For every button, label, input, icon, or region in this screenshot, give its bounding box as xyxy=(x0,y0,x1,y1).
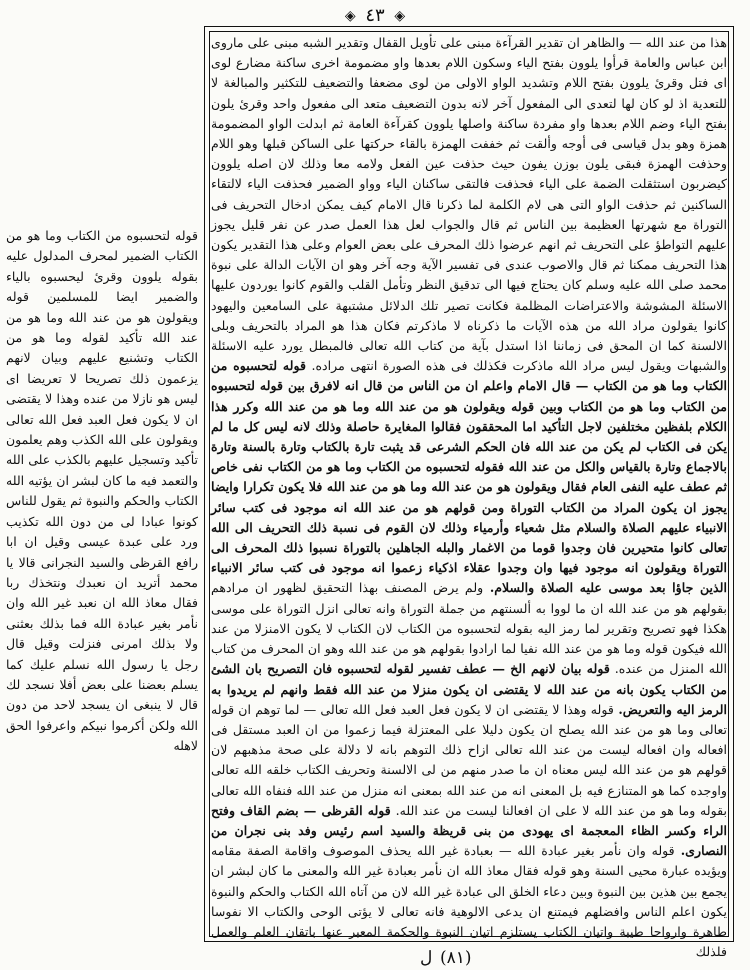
side-gloss: قوله لتحسبوه من الكتاب وما هو من الكتاب الضمير لمحرف المدلول عليه بقوله يلوون وقرئ ليحسبوه بالياء والضمير ايضا للمسلمين قوله ويقولون هو من عند الله وما هو من عند الله تأكيد لقوله وما هو من الكتاب وتشنيع عليهم وبيان لانهم يزعمون ذلك تصريحا لا تعريضا اى ليس هو نازلا من عنده وهذا لا يقتضى ان لا يكون فعل العبد فعل الله تعالى ويقولون على الله الكذب وهم يعلمون تأكيد وتسجيل عليهم بالكذب على الله والتعمد فيه ما كان لبشر ان يؤتيه الله الكتاب والحكم والنبوة ثم يقول للناس كونوا عبادا لى من دون الله تكذيب ورد على عبدة عيسى وقيل ان ابا رافع القرظى والسيد النجرانى قالا يا محمد أتريد ان نعبدك ونتخذك ربا فقال معاذ الله ان نعبد غير الله وان نأمر بغير عبادة الله فما بذلك بعثنى ولا بذلك امرنى فنزلت وقيل قال رجل يا رسول الله نسلم عليك كما يسلم بعضنا على بعض أفلا نسجد لك قال لا ينبغى ان يسجد لاحد من دون الله ولكن أكرموا نبيكم واعرفوا الحق لاهله xyxy=(6,228,198,754)
paragraph: هذا من عند الله — والظاهر ان تقدير القرآءة مبنى على تأويل القفال وتقدير الشبه مبنى على ماروى ابن عباس والعامة قرأوا يلوون بفتح الياء وسكون اللام بعدها واو مضمومة اخرى ساكنة مضارع لوى اى فتل وقرئ يلوون بفتح اللام وتشديد الواو الاولى من لوى مضعفا والتضعيف للتكثير والمبالغة لا للتعدية اذ لو كان لها لتعدى الى المفعول آخر لانه بدون التضعيف متعد الى مفعول واحد وقرئ يلون بفتح الياء وضم اللام بعدها واو مفردة ساكنة واصلها يلوون كقرآءة العامة ثم ابدلت الواو المضمومة همزة وهو بدل قياسى فى أوجه وألقت ثم خففت الهمزة بالقاء حركتها على الساكن قبلها وهو اللام وحذفت الهمزة فبقى يلون بوزن يفون حيث حذفت عين الفعل ولامه معا وذلك لان اصله يلوون كيضربون استثقلت الضمة على الياء فحذفت فالتقى ساكنان الياء وواو الضمير فحذفت الياء لالتقاء الساكنين ثم حذفت الواو التى هى لام الكلمة لما ذكرنا قال الامام كيف يمكن ادخال التحريف فى التوراة مع شهرتها العظيمة بين الناس ثم قال والجواب لعل هذا العمل صدر عن نفر قليل يجوز عليهم التواطؤ على التحريف ثم انهم عرضوا ذلك المحرف على بعض العوام وعلى هذا التقدير يكون هذا التحريف ممكنا ثم قال والاصوب عندى فى تفسير الآية وجه آخر وهو ان الآيات الدالة على نبوة محمد صلى الله عليه وسلم كان يحتاج فيها الى تدقيق النظر وتأمل القلب والقوم كانوا يوردون عليها الاسئلة المشوشة والاعتراضات المظلمة فكانت تصير تلك الدلائل مشتبهة على السامعين واليهود كانوا يقولون مراد الله من هذه الآيات ما ذكرناه لا ماذكرتم فكان هذا هو المراد بالتحريف وبلى الالسنة كما ان المحق فى زماننا اذا استدل بآية من كتاب الله تعالى فالمبطل يورد عليه الاسئلة والشبهات ويقول ليس مراد الله ماذكرت فكذلك فى هذه الصورة انتهى مراده. xyxy=(211,35,728,374)
paragraph: قوله لتحسبوه من الكتاب وما هو من الكتاب — قال الامام واعلم ان من الناس من قال انه لافرق بين قوله لتحسبوه من الكتاب وما هو من الكتاب وبين قوله ويقولون هو من عند الله وما هو من عند الله وكرر هذا الكلام بلفظين مختلفين لاجل التأكيد اما المحققون فقالوا المغايرة حاصلة وذلك لانه ليس كل ما لم يكن فى الكتاب لم يكن من عند الله فان الحكم الشرعى قد يثبت تارة بالكتاب وتارة بالسنة وتارة بالاجماع وتارة بالقياس والكل من عند الله فقوله لتحسبوه من الكتاب وما هو من الكتاب نفى خاص ثم عطف عليه النفى العام فقال ويقولون هو من عند الله وما هو من عند الله فلا يكون تكرارا وايضا يجوز ان يكون المراد من الكتاب التوراة ومن قولهم هو من عند الله انه موجود فى كتب سائر الانبياء عليهم الصلاة والسلام مثل شعياء وأرمياء وذلك لان القوم فى نسبة ذلك التحريف الى الله تعالى كانوا متحيرين فان وجدوا قوما من الاغمار والبله الجاهلين بالتوراة نسبوا ذلك المحرف الى التوراة ويقولون انه موجود فيها وان وجدوا عقلاء اذكياء زعموا انه موجود فى كتب سائر الانبياء الذين جاؤا بعد موسى عليه الصلاة والسلام. xyxy=(211,358,727,596)
paragraph: قوله وهذا لا يقتضى ان لا يكون فعل العبد فعل الله تعالى — لما توهم ان قوله تعالى وما هو من عند الله يصلح ان يكون دليلا على المعتزلة فيما زعموا من ان العبد مستقل فى افعاله وان افعاله ليست من عند الله تعالى ازاح ذلك التوهم بانه لا دلالة على صحة مذهبهم لان قولهم هو من عند الله ليس معناه ان ما صدر منهم من لى الالسنة وتحريف الكتاب خلقه الله تعالى واوجده كما هو المتنازع فيه بل المعنى انه من عند الله بمعنى انه منزل من عند الله فنفاه الله تعالى بقوله وما هو من عند الله لا على ان افعالنا ليست من عند الله. xyxy=(211,701,727,818)
paragraph: قوله وان نأمر بغير عبادة الله — بعبادة غير الله يحذف الموصوف واقامة الصفة مقامه ويؤيده عبارة محيى السنة وهو قوله فقال معاذ الله ان نأمر بعبادة غير الله والمعنى ما كان لبشر ان يجمع بين هذين بين النبوة وبين دعاء الخلق الى عبادة غير الله لان من آتاه الله الكتاب والحكم والنبوة يكون اعلم الناس وافضلهم فيمتنع ان يدعى الالوهية فانه تعالى لا يؤتى الوحى والكتاب الا نفوسا طاهرة وارواحا طيبة واتيان الكتاب يستلزم اتيان النبوة والحكمة المعبر عنها باتقان العلم والعمل فلذلك xyxy=(211,843,727,960)
paragraph: قوله بيان لانهم الخ — عطف تفسير لقوله لتحسبوه فان التصريح بان الشئ من الكتاب يكون بانه من عند الله لا يقتضى ان يكون منزلا من عند الله فقط وانهم لم يريدوا به الرمز اليه والتعريض. xyxy=(211,661,727,717)
page-number-bottom: (٨١) xyxy=(440,948,472,968)
page-number-top: ٤٣ xyxy=(365,5,385,26)
ornament-right-icon: ◈ xyxy=(394,8,406,24)
ornament-left-icon: ◈ xyxy=(344,8,356,24)
signature-letter: ل xyxy=(420,948,433,968)
paragraph: قوله القرظى — بضم القاف وفتح الراء وكسر الظاء المعجمة اى يهودى من بنى قريظة والسيد اسم رئيس وفد بنى نجران من النصارى. xyxy=(211,802,727,859)
page-header xyxy=(0,6,750,26)
paragraph: ولم يرض المصنف بهذا التحقيق لظهور ان مرادهم بقولهم هو من عند الله ان ما لووا به ألسنتهم من جملة التوراة وانه تعالى انزل التوراة على موسى هكذا فهو تصريح وتقرير لما رمز اليه بقوله لتحسبوه من الكتاب لان الكتاب لا يكون الامنزلا من عند الله فيكون قوله وما هو من عند الله نفيا لما ارادوا بقولهم هو من عند الله وهو ان المحرف من كتاب الله المنزل من عنده. xyxy=(211,580,727,677)
